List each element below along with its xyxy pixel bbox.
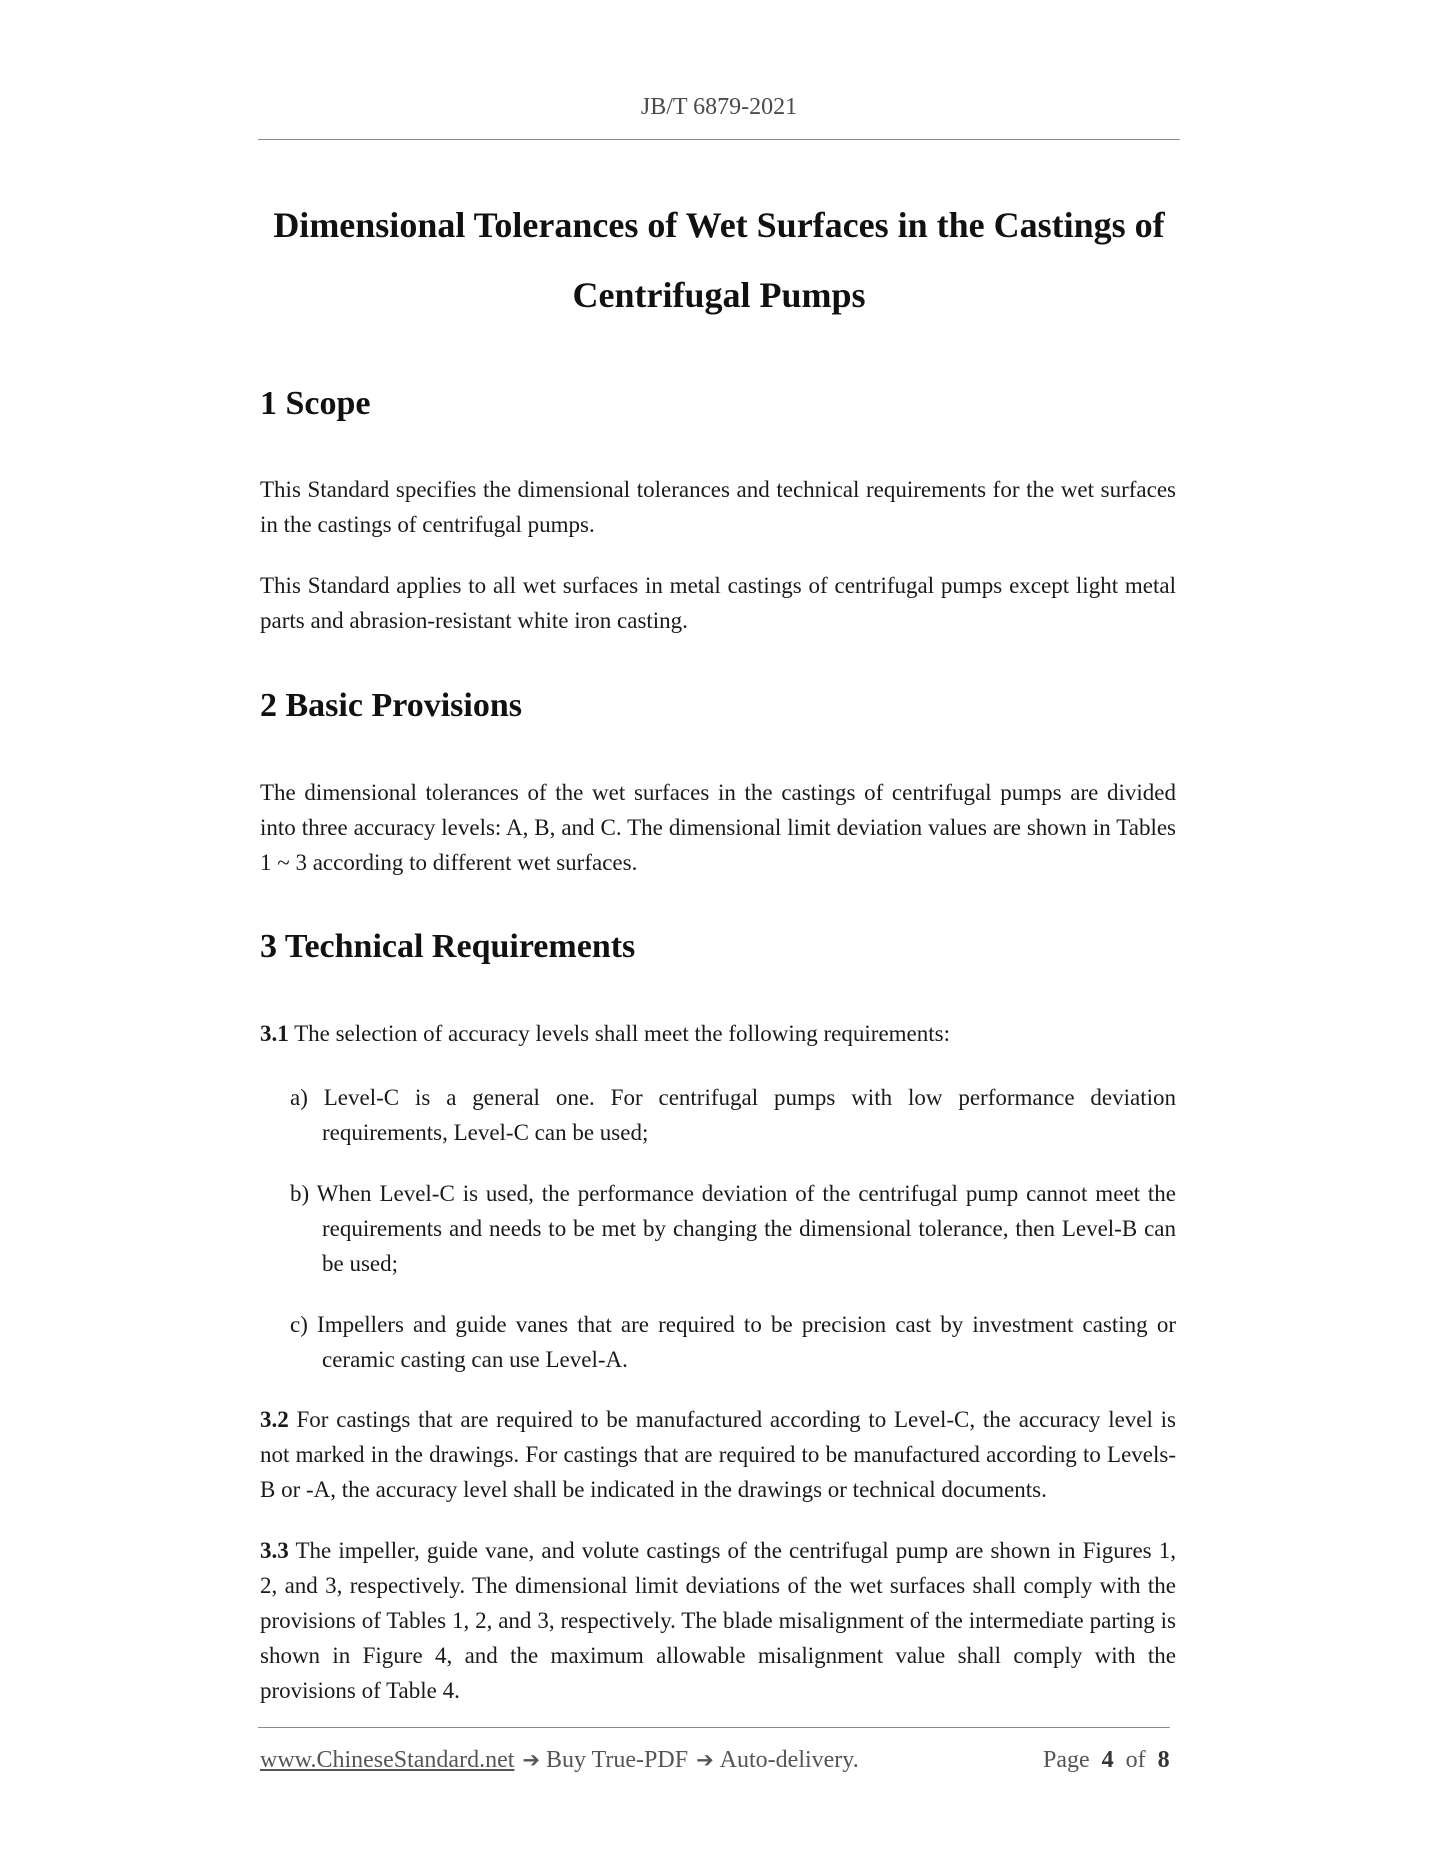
- page-of-label: of: [1125, 1747, 1146, 1773]
- clause-3-3-text: The impeller, guide vane, and volute castings of the centrifugal pump are shown in Figures 1, 2, and 3, respectively. The dimensional limit deviations of the wet surfaces shall comply with the provisions of Tables 1, 2, and 3, respectively. The blade misalignment of the intermediate parting is shown in Figure 4, and the maximum allowable misalignment value shall comply with the provisions of Table 4.: [260, 1538, 1176, 1703]
- scope-paragraph-2: This Standard applies to all wet surfaces in metal castings of centrifugal pumps except light metal parts and abrasion-resistant white iron casting.: [260, 573, 1176, 633]
- list-item-a: a) Level-C is a general one. For centrifugal pumps with low performance deviation requirements, Level-C can be used;: [290, 1085, 1176, 1145]
- buy-true-pdf-text: Buy True-PDF: [546, 1747, 689, 1773]
- page-current: 4: [1101, 1747, 1114, 1773]
- scope-paragraph-1: This Standard specifies the dimensional tolerances and technical requirements for the wet surfaces in the castings of centrifugal pumps.: [260, 477, 1176, 537]
- document-title-line-2: Centrifugal Pumps: [572, 275, 866, 315]
- basic-provisions-paragraph: The dimensional tolerances of the wet surfaces in the castings of centrifugal pumps are divided into three accuracy levels: A, B, and C. The dimensional limit deviation values are shown in Tables 1 ~ 3 according to different wet surfaces.: [260, 780, 1176, 875]
- clause-3-3-number: 3.3: [260, 1538, 289, 1563]
- footer-promo: [260, 1747, 859, 1774]
- standard-number-header: JB/T 6879-2021: [640, 94, 798, 120]
- document-title-line-1: Dimensional Tolerances of Wet Surfaces in the Castings of: [273, 205, 1165, 245]
- list-item-c: c) Impellers and guide vanes that are required to be precision cast by investment casting or ceramic casting can use Level-A.: [290, 1312, 1176, 1372]
- clause-3-1-number: 3.1: [260, 1021, 289, 1046]
- section-heading-scope: 1 Scope: [260, 385, 371, 422]
- clause-3-1: [260, 1016, 1176, 1051]
- footer-divider: [258, 1727, 1170, 1728]
- section-heading-basic-provisions: 2 Basic Provisions: [260, 687, 522, 724]
- clause-3-2-number: 3.2: [260, 1407, 289, 1432]
- section-heading-technical-requirements: 3 Technical Requirements: [260, 928, 636, 965]
- auto-delivery-text: Auto-delivery.: [719, 1747, 859, 1773]
- right-arrow-icon: ➔: [522, 1748, 540, 1772]
- clause-3-2-text: For castings that are required to be manufactured according to Level-C, the accuracy level is not marked in the drawings. For castings that are required to be manufactured according to Levels-B or -A, the accuracy level shall be indicated in the drawings or technical documents.: [260, 1407, 1176, 1502]
- list-item-b: b) When Level-C is used, the performance deviation of the centrifugal pump cannot meet the requirements and needs to be met by changing the dimensional tolerance, then Level-B can be used;: [290, 1181, 1176, 1276]
- header-divider: [258, 139, 1180, 140]
- clause-3-2: [260, 1402, 1176, 1507]
- clause-3-1-text: The selection of accuracy levels shall meet the following requirements:: [288, 1021, 950, 1046]
- chinese-standard-link[interactable]: www.ChineseStandard.net: [260, 1747, 515, 1773]
- page-label: Page: [1043, 1747, 1090, 1773]
- clause-3-3: [260, 1533, 1176, 1708]
- page-total: 8: [1157, 1747, 1170, 1773]
- page-indicator: [1043, 1747, 1170, 1774]
- document-title: [258, 190, 1180, 330]
- right-arrow-icon: ➔: [696, 1748, 714, 1772]
